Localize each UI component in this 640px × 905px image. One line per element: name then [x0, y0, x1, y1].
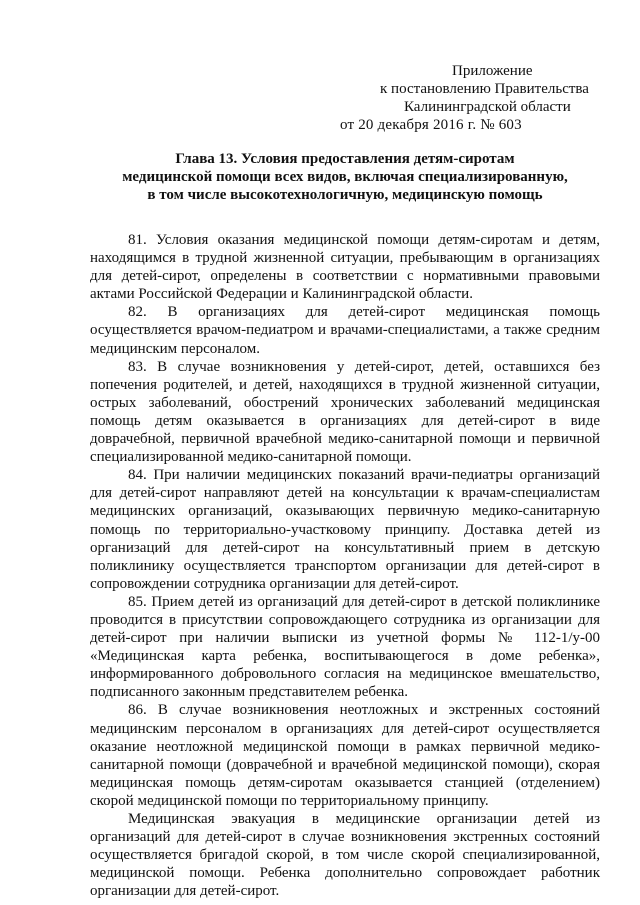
appendix-region-line: Калининградской области [404, 99, 571, 115]
chapter-heading [90, 150, 600, 204]
chapter-heading-line-3: в том числе высокотехнологичную, медицинскую помощь [147, 187, 543, 203]
appendix-title: Приложение [452, 63, 533, 79]
chapter-heading-line-1: Глава 13. Условия предоставления детям-сиротам [175, 151, 515, 167]
paragraph-84: 84. При наличии медицинских показаний врачи-педиатры организаций для детей-сирот направляют детей на консультации к врачам-специалистам медицинских организаций, оказывающих первичную медико-санитарную помощь по территориально-участковому принципу. Доставка детей из организаций для детей-сирот на консультативный прием в детскую поликлинику осуществляется транспортом организации для детей-сирот в сопровождении сотрудника организации для детей-сирот. [90, 467, 600, 592]
chapter-heading-line-2: медицинской помощи всех видов, включая специализированную, [122, 169, 568, 185]
appendix-header [300, 62, 600, 134]
paragraph-82: 82. В организациях для детей-сирот медицинская помощь осуществляется врачом-педиатром и врачами-специалистами, а также средним медицинским персоналом. [90, 304, 600, 357]
paragraph-83: 83. В случае возникновения у детей-сирот, детей, оставшихся без попечения родителей, и детей, находящихся в трудной жизненной ситуации, острых заболеваний, обострений хронических заболеваний медицинская помощь детям оказывается в организациях для детей-сирот в виде доврачебной, первичной врачебной медико-санитарной помощи и первичной специализированной медико-санитарной помощи. [90, 358, 600, 466]
paragraph-86: 86. В случае возникновения неотложных и экстренных состояний медицинским персоналом в организациях для детей-сирот осуществляется оказание неотложной медицинской помощи в рамках первичной медико-санитарной помощи (доврачебной и врачебной медицинской помощи), скорая медицинская помощь детям-сиротам оказывается станцией (отделением) скорой медицинской помощи по территориальному принципу. [90, 702, 600, 809]
appendix-resolution-line: к постановлению Правительства [380, 81, 589, 97]
appendix-date-number-line: от 20 декабря 2016 г. № 603 [340, 117, 522, 133]
chapter-body [90, 231, 600, 900]
paragraph-81: 81. Условия оказания медицинской помощи детям-сиротам и детям, находящимся в трудной жизненной ситуации, пребывающим в организациях для детей-сирот, определены в соответствии с нормативными правовыми актами Российской Федерации и Калининградской области. [90, 232, 600, 303]
paragraph-evacuation: Медицинская эвакуация в медицинские организации детей из организаций для детей-сирот в случае возникновения экстренных состояний осуществляется бригадой скорой, в том числе скорой специализированной, медицинской помощи. Ребенка дополнительно сопровождает работник организации для детей-сирот. [90, 811, 600, 900]
paragraph-85: 85. Прием детей из организаций для детей-сирот в детской поликлинике проводится в присутствии сопровождающего сотрудника из организации для детей-сирот при наличии выписки из учетной формы № 112-1/у-00 «Медицинская карта ребенка, воспитывающегося в доме ребенка», информированного добровольного согласия на медицинское вмешательство, подписанного законным представителем ребенка. [90, 593, 600, 701]
